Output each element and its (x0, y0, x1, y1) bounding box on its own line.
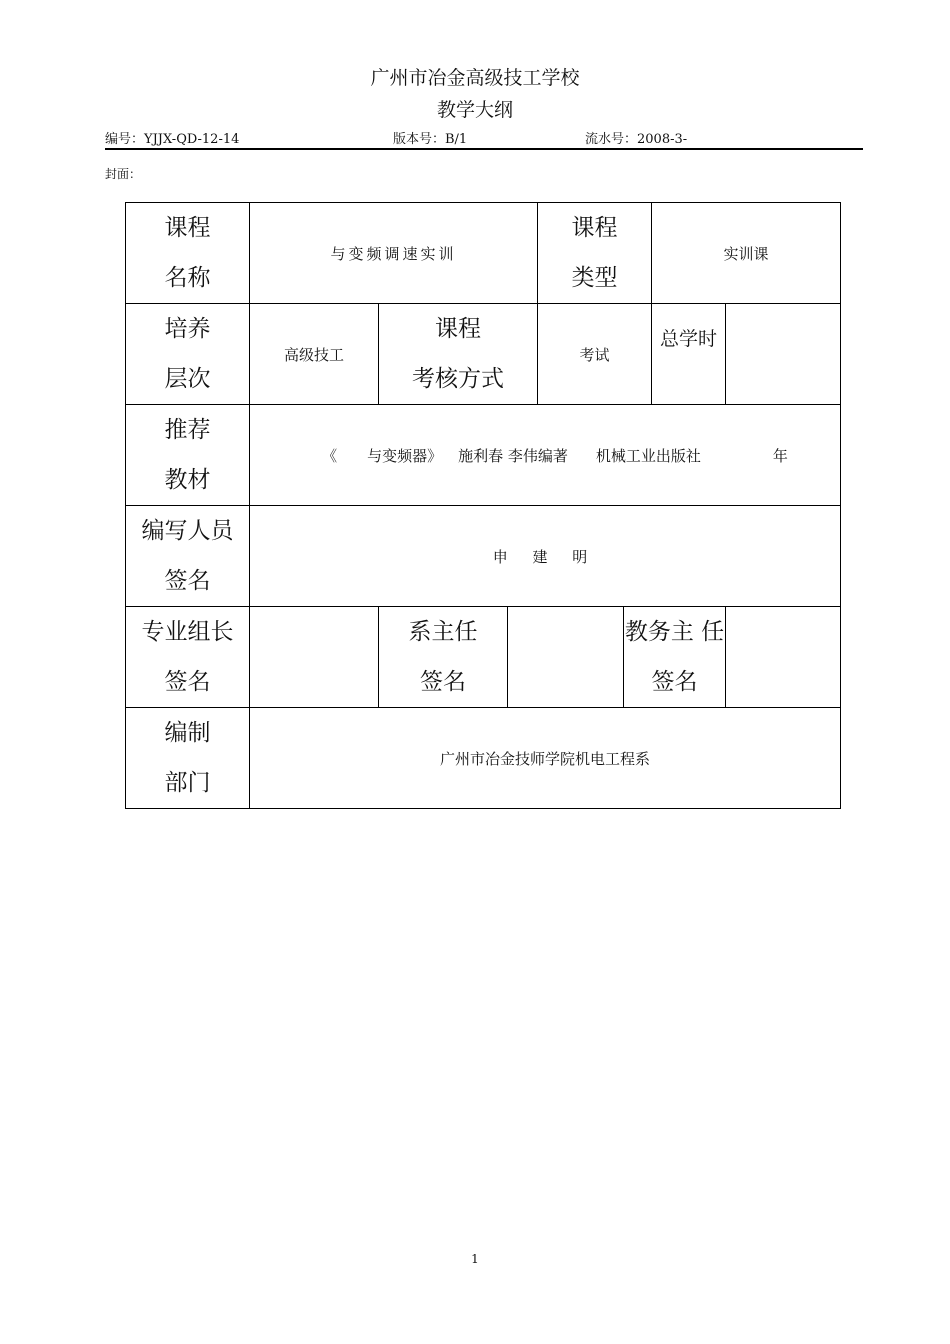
major-leader-label: 专业组长 签名 (126, 607, 250, 708)
row-textbook (126, 405, 841, 506)
textbook-authors: 施利春 李伟编著 (458, 446, 568, 465)
cover-label: 封面： (105, 167, 142, 181)
department-label: 编制 部门 (126, 708, 250, 809)
course-type-label: 课程 类型 (538, 203, 652, 304)
textbook-publisher: 机械工业出版社 (595, 446, 701, 465)
author-label: 编写人员 签名 (126, 506, 250, 607)
textbook-year: 年 (772, 446, 788, 465)
textbook-label: 推荐 教材 (126, 405, 250, 506)
exam-method-label: 课程 考核方式 (379, 304, 538, 405)
total-hours-label: 总学时 (652, 304, 726, 405)
level-value: 高级技工 (250, 304, 379, 405)
major-leader-signature (250, 607, 379, 708)
row-signatures (126, 607, 841, 708)
header-rule (105, 148, 863, 150)
row-author (126, 506, 841, 607)
document-title: 教学大纲 (436, 99, 513, 121)
page-number: 1 (471, 1252, 479, 1266)
syllabus-cover-table (125, 202, 841, 809)
row-course-name (126, 203, 841, 304)
version-number: 版本号：B/1 (393, 132, 468, 147)
department-value: 广州市冶金技师学院机电工程系 (250, 708, 841, 809)
textbook-open-quote: 《 (322, 446, 338, 465)
academic-head-signature (726, 607, 841, 708)
level-label: 培养 层次 (126, 304, 250, 405)
row-level (126, 304, 841, 405)
author-value: 申 建 明 (250, 506, 841, 607)
course-name-label: 课程 名称 (126, 203, 250, 304)
total-hours-value (726, 304, 841, 405)
exam-method-value: 考试 (538, 304, 652, 405)
course-type-value: 实训课 (652, 203, 841, 304)
course-name-value: 与变频调速实训 (250, 203, 538, 304)
school-name: 广州市冶金高级技工学校 (370, 67, 580, 89)
textbook-title: 与变频器》 (367, 446, 443, 465)
row-department (126, 708, 841, 809)
textbook-value (250, 405, 841, 506)
dept-head-label: 系主任 签名 (379, 607, 508, 708)
academic-head-label: 教务主 任 签名 (624, 607, 726, 708)
document-code: 编号：YJJX-QD-12-14 (105, 132, 240, 147)
serial-number: 流水号：2008-3- (585, 132, 688, 147)
dept-head-signature (508, 607, 624, 708)
